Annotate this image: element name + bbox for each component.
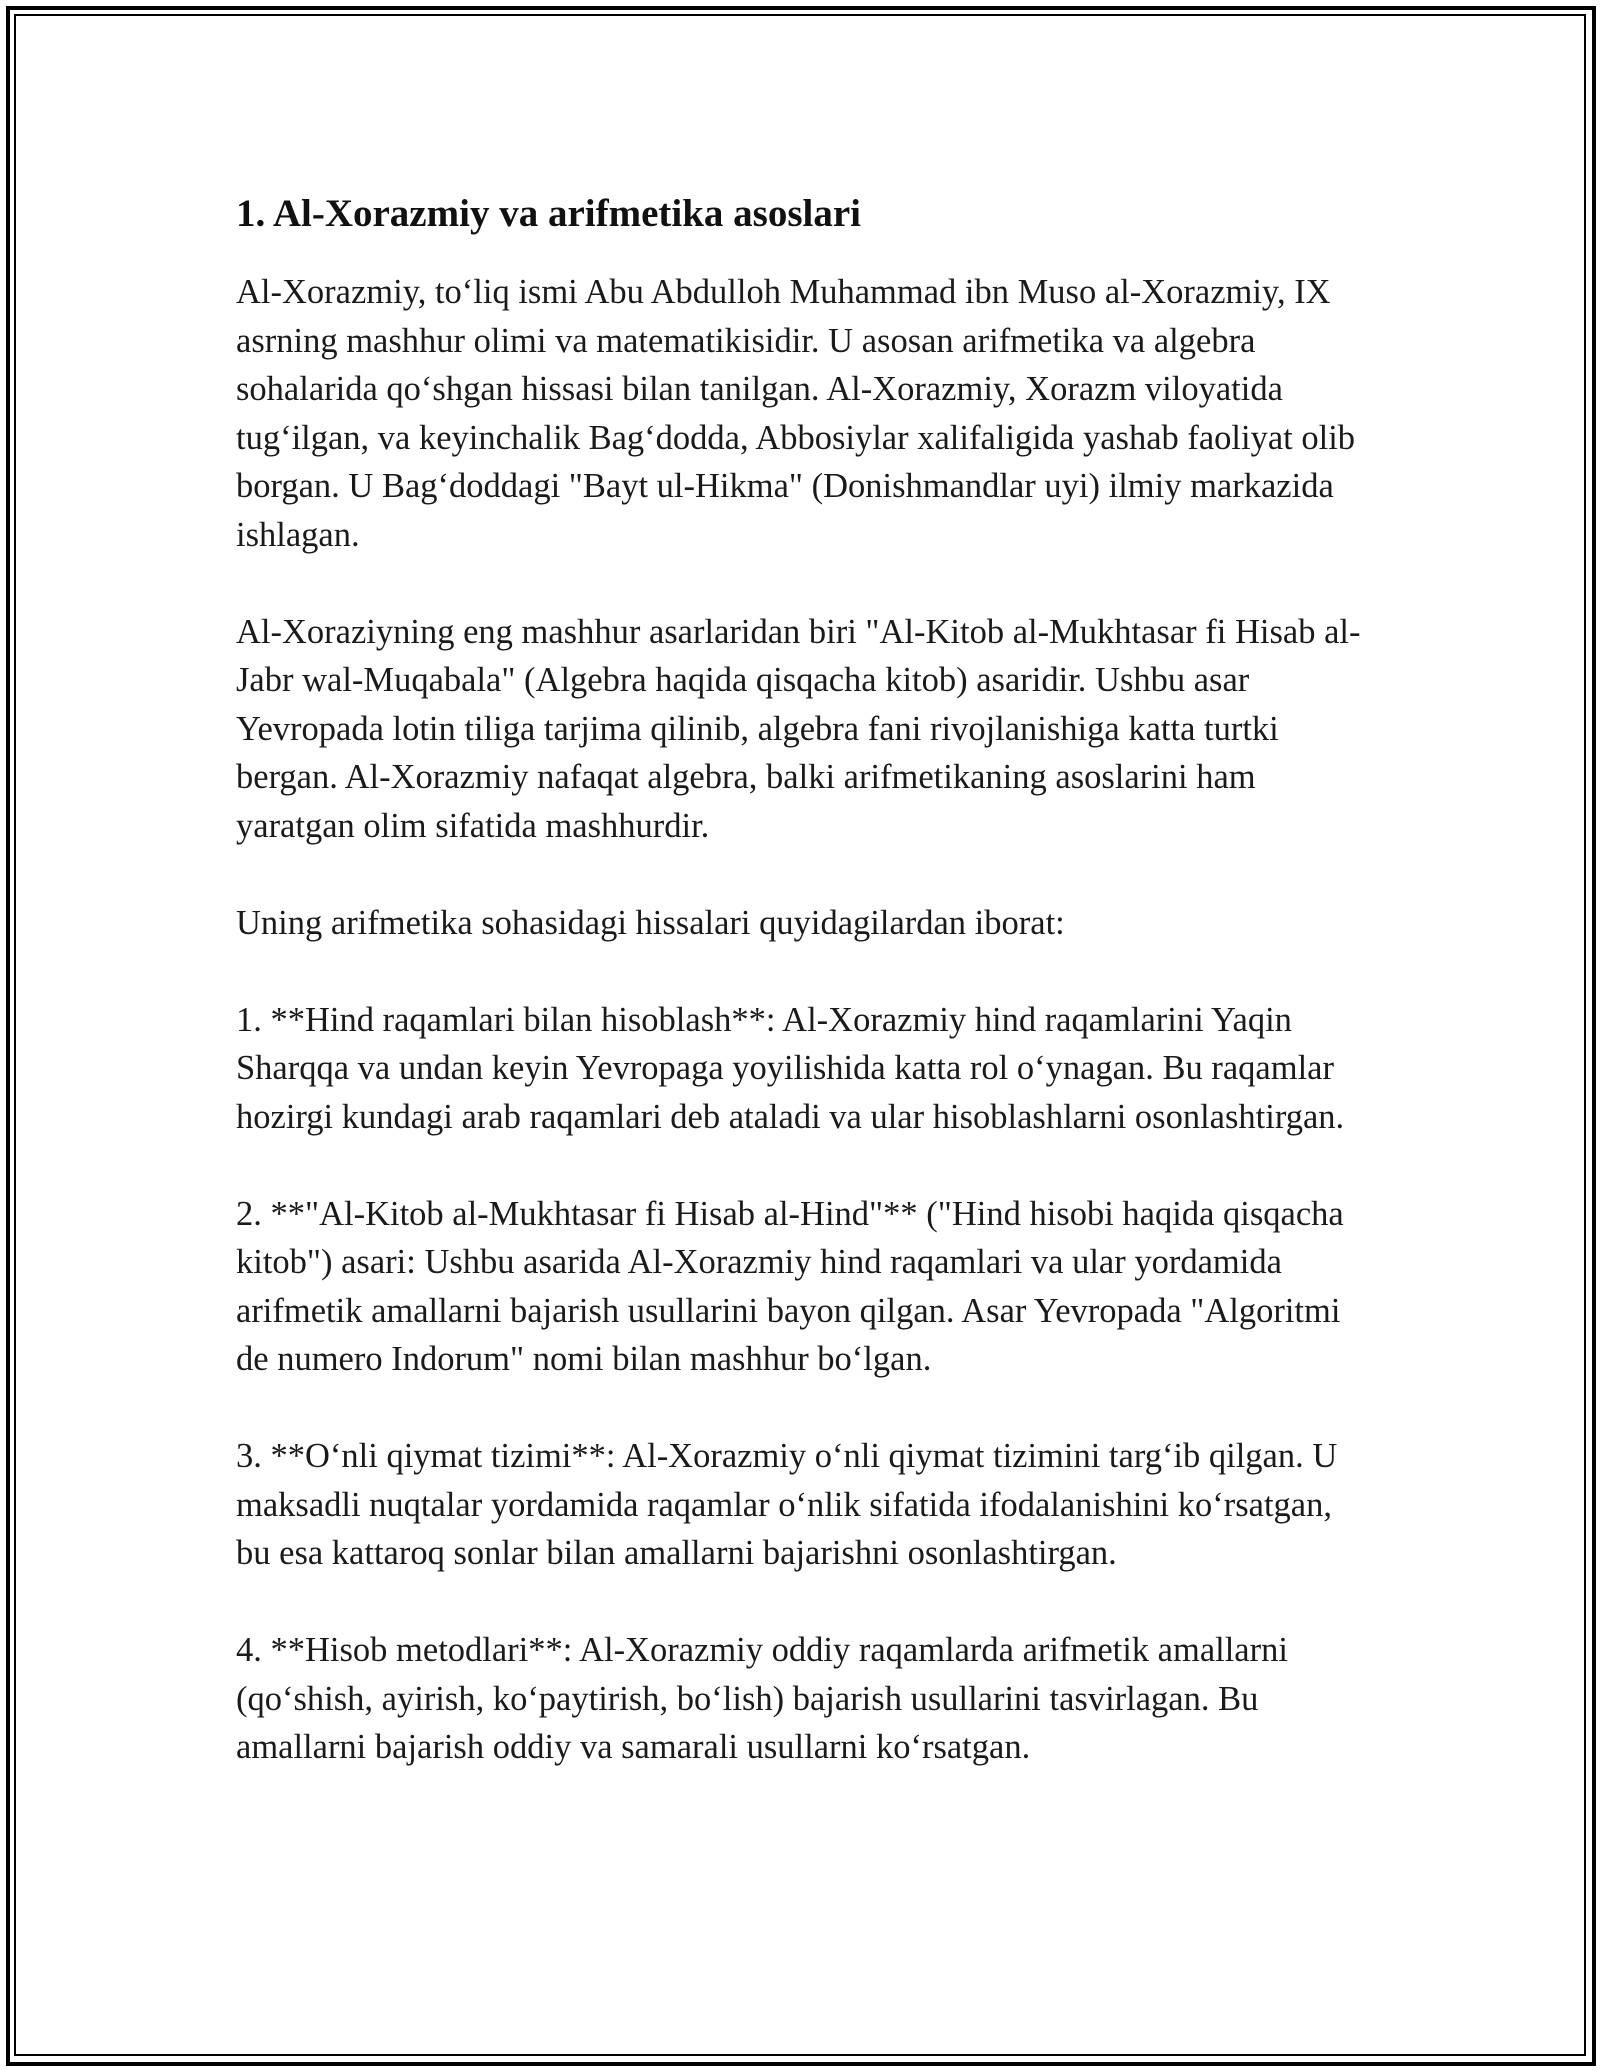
section-title: 1. Al-Xorazmiy va arifmetika asoslari — [236, 192, 861, 235]
paragraph-intro: Al-Xorazmiy, to‘liq ismi Abu Abdulloh Muhammad ibn Muso al-Xorazmiy, IX asrning mashhur olimi va matematikisidir. U asosan arifmetika va algebra sohalarida qo‘shgan hissasi bilan tanilgan. Al-Xorazmiy, Xorazm viloyatida tug‘ilgan, va keyinchalik Bag‘dodda, Abbosiylar xalifaligida yashab faoliyat olib borgan. U Bag‘doddagi "Bayt ul-Hikma" (Donishmandlar uyi) ilmiy markazida ishlagan. — [236, 273, 1356, 554]
list-item-1: 1. **Hind raqamlari bilan hisoblash**: Al-Xorazmiy hind raqamlarini Yaqin Sharqqa va undan keyin Yevropaga yoyilishida katta rol o‘ynagan. Bu raqamlar hozirgi kundagi arab raqamlari deb ataladi va ular hisoblashlarni osonlashtirgan. — [236, 1000, 1345, 1136]
list-item-3: 3. **O‘nli qiymat tizimi**: Al-Xorazmiy o‘nli qiymat tizimini targ‘ib qilgan. U maksadli nuqtalar yordamida raqamlar o‘nlik sifatida ifodalanishini ko‘rsatgan, bu esa kattaroq sonlar bilan amallarni bajarishni osonlashtirgan. — [236, 1437, 1338, 1572]
paragraph-contributions-lead: Uning arifmetika sohasidagi hissalari quyidagilardan iborat: — [236, 903, 1065, 942]
paragraph-main-work: Al-Xoraziyning eng mashhur asarlaridan biri "Al-Kitob al-Mukhtasar fi Hisab al-Jabr wal-Muqabala" (Algebra haqida qisqacha kitob) asaridir. Ushbu asar Yevropada lotin tiliga tarjima qilinib, algebra fani rivojlanishiga katta turtki bergan. Al-Xorazmiy nafaqat algebra, balki arifmetikaning asoslarini ham yaratgan olim sifatida mashhurdir. — [236, 612, 1361, 845]
document-body — [236, 188, 1366, 1820]
list-item-4: 4. **Hisob metodlari**: Al-Xorazmiy oddiy raqamlarda arifmetik amallarni (qo‘shish, ayirish, ko‘paytirish, bo‘lish) bajarish usullarini tasvirlagan. Bu amallarni bajarish oddiy va samarali usullarni ko‘rsatgan. — [236, 1631, 1288, 1766]
list-item-2: 2. **"Al-Kitob al-Mukhtasar fi Hisab al-Hind"** ("Hind hisobi haqida qisqacha kitob") asari: Ushbu asarida Al-Xorazmiy hind raqamlari va ular yordamida arifmetik amallarni bajarish usullarini bayon qilgan. Asar Yevropada "Algoritmi de numero Indorum" nomi bilan mashhur bo‘lgan. — [236, 1194, 1344, 1378]
